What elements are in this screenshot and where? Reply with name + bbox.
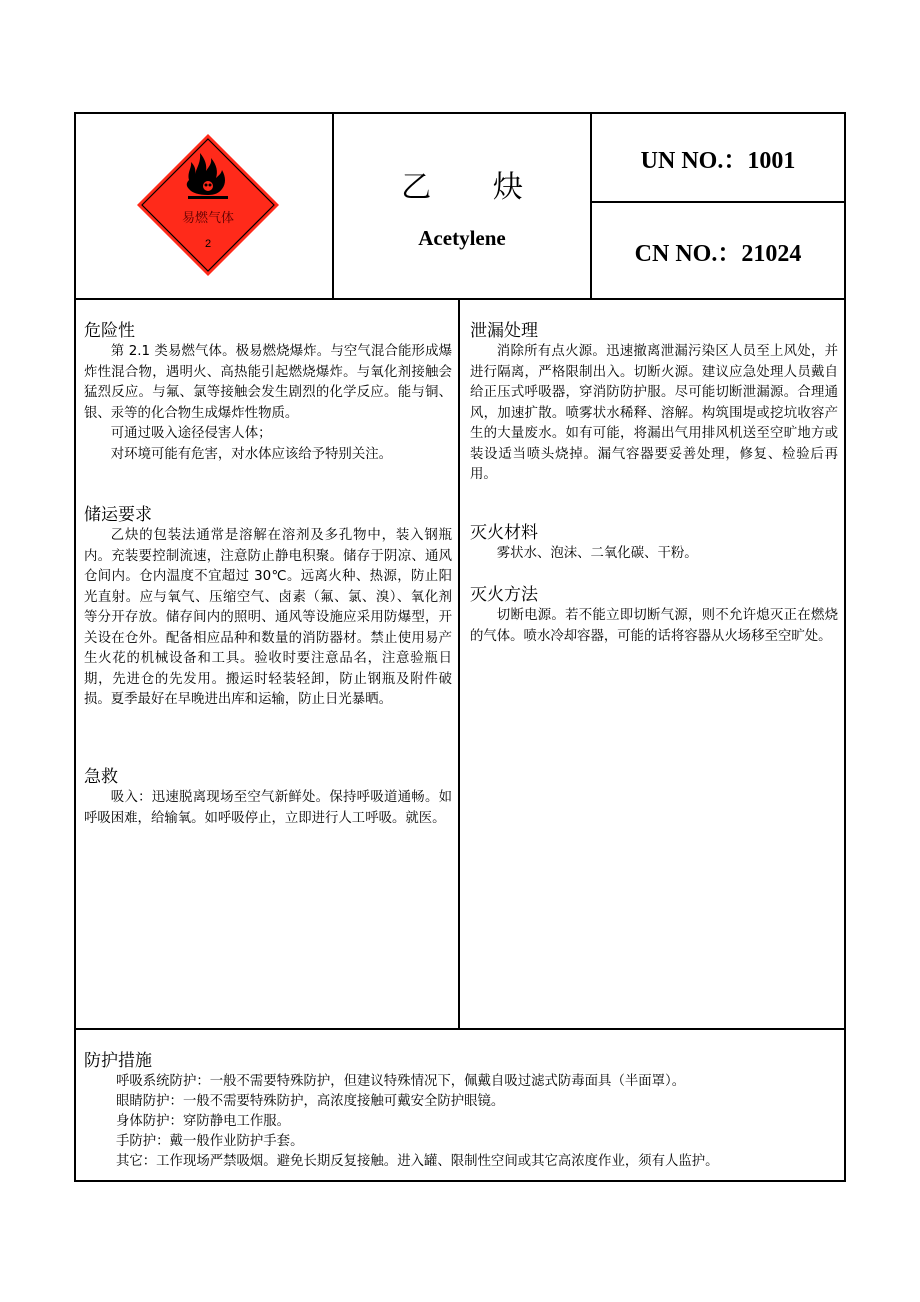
section-title: 泄漏处理	[470, 321, 538, 341]
card-body	[76, 300, 844, 1030]
card-header	[76, 114, 844, 300]
section-storage	[84, 504, 452, 711]
protection-line-other: 其它：工作现场严禁吸烟。避免长期反复接触。进入罐、限制性空间或其它高浓度作业，须有人监护。	[116, 1154, 719, 1169]
section-title: 防护措施	[84, 1051, 152, 1071]
hazard-class-number: 2	[204, 238, 212, 250]
section-paragraph: 吸入：迅速脱离现场至空气新鲜处。保持呼吸道通畅。如呼吸困难，给输氧。如呼吸停止，立即进行人工呼吸。就医。	[84, 790, 452, 826]
protection-content	[84, 1050, 838, 1172]
cn-number: CN NO.：21024	[634, 241, 802, 267]
section-paragraph: 雾状水、泡沫、二氧化碳、干粉。	[496, 546, 698, 561]
un-number-cell	[592, 114, 844, 203]
section-paragraph: 乙炔的包装法通常是溶解在溶剂及多孔物中，装入钢瓶内。充装要控制流速，注意防止静电积聚。储存于阴凉、通风仓间内。仓内温度不宜超过 30℃。远离火种、热源，防止阳光直射。应与氧气、压缩空气、卤素（氟、氯、溴）、氧化剂等分开存放。储存间内的照明、通风等设施应采用防爆型，开关设在仓外。配备相应品种和数量的消防器材。禁止使用易产生火花的机械设备和工具。验收时要注意品名，注意验瓶日期，先进仓的先发用。搬运时轻装轻卸，防止钢瓶及附件破损。夏季最好在早晚进出库和运输，防止日光暴晒。	[84, 528, 452, 707]
protection-section	[76, 1030, 844, 1180]
chemical-name-en: Acetylene	[418, 226, 506, 250]
section-first-aid	[84, 766, 452, 829]
section-paragraph: 可通过吸入途径侵害人体；	[110, 426, 272, 441]
diamond-background	[137, 134, 279, 276]
chemical-name-cell	[334, 114, 592, 298]
protection-line-eye: 眼睛防护：一般不需要特殊防护，高浓度接触可戴安全防护眼镜。	[116, 1094, 505, 1109]
right-column	[462, 300, 844, 1028]
protection-line-body: 身体防护：穿防静电工作服。	[116, 1114, 291, 1129]
protection-line-respiratory: 呼吸系统防护：一般不需要特殊防护，但建议特殊情况下，佩戴自吸过滤式防毒面具（半面罩）。	[116, 1074, 686, 1089]
section-title: 灭火材料	[470, 523, 538, 543]
section-leak	[470, 320, 838, 486]
section-paragraph: 对环境可能有危害，对水体应该给予特别关注。	[110, 446, 392, 462]
section-paragraph: 切断电源。若不能立即切断气源，则不允许熄灭正在燃烧的气体。喷水冷却容器，可能的话将容器从火场移至空旷处。	[470, 608, 838, 644]
section-title: 储运要求	[84, 505, 152, 525]
section-paragraph: 第 2.1 类易燃气体。极易燃烧爆炸。与空气混合能形成爆炸性混合物，遇明火、高热能引起燃烧爆炸。与氧化剂接触会猛烈反应。与氟、氯等接触会发生剧烈的化学反应。能与铜、银、汞等的化合物生成爆炸性物质。	[84, 344, 452, 421]
chemical-name-cn: 乙 炔	[401, 170, 549, 205]
section-extinguishing-media	[470, 522, 838, 565]
un-number: UN NO.：1001	[640, 148, 796, 174]
hazard-label-text: 易燃气体	[181, 211, 235, 226]
cn-number-cell	[592, 203, 844, 298]
section-firefighting	[470, 584, 838, 647]
flammable-gas-diamond-icon	[137, 134, 279, 276]
section-title: 危险性	[84, 321, 135, 341]
section-paragraph: 消除所有点火源。迅速撤离泄漏污染区人员至上风处，并进行隔离，严格限制出入。切断火源。建议应急处理人员戴自给正压式呼吸器，穿消防防护服。尽可能切断泄漏源。合理通风，加速扩散。喷雾状水稀释、溶解。构筑围堤或挖坑收容产生的大量废水。如有可能，将漏出气用排风机送至空旷地方或装设适当喷头烧掉。漏气容器要妥善处理，修复、检验后再用。	[470, 344, 838, 482]
left-column	[76, 300, 460, 1028]
section-title: 急救	[84, 767, 118, 787]
hazard-label-cell	[76, 114, 334, 298]
section-title: 灭火方法	[470, 585, 538, 605]
section-hazard	[84, 320, 452, 465]
msds-card	[74, 112, 846, 1182]
protection-line-hand: 手防护：戴一般作业防护手套。	[116, 1134, 304, 1149]
